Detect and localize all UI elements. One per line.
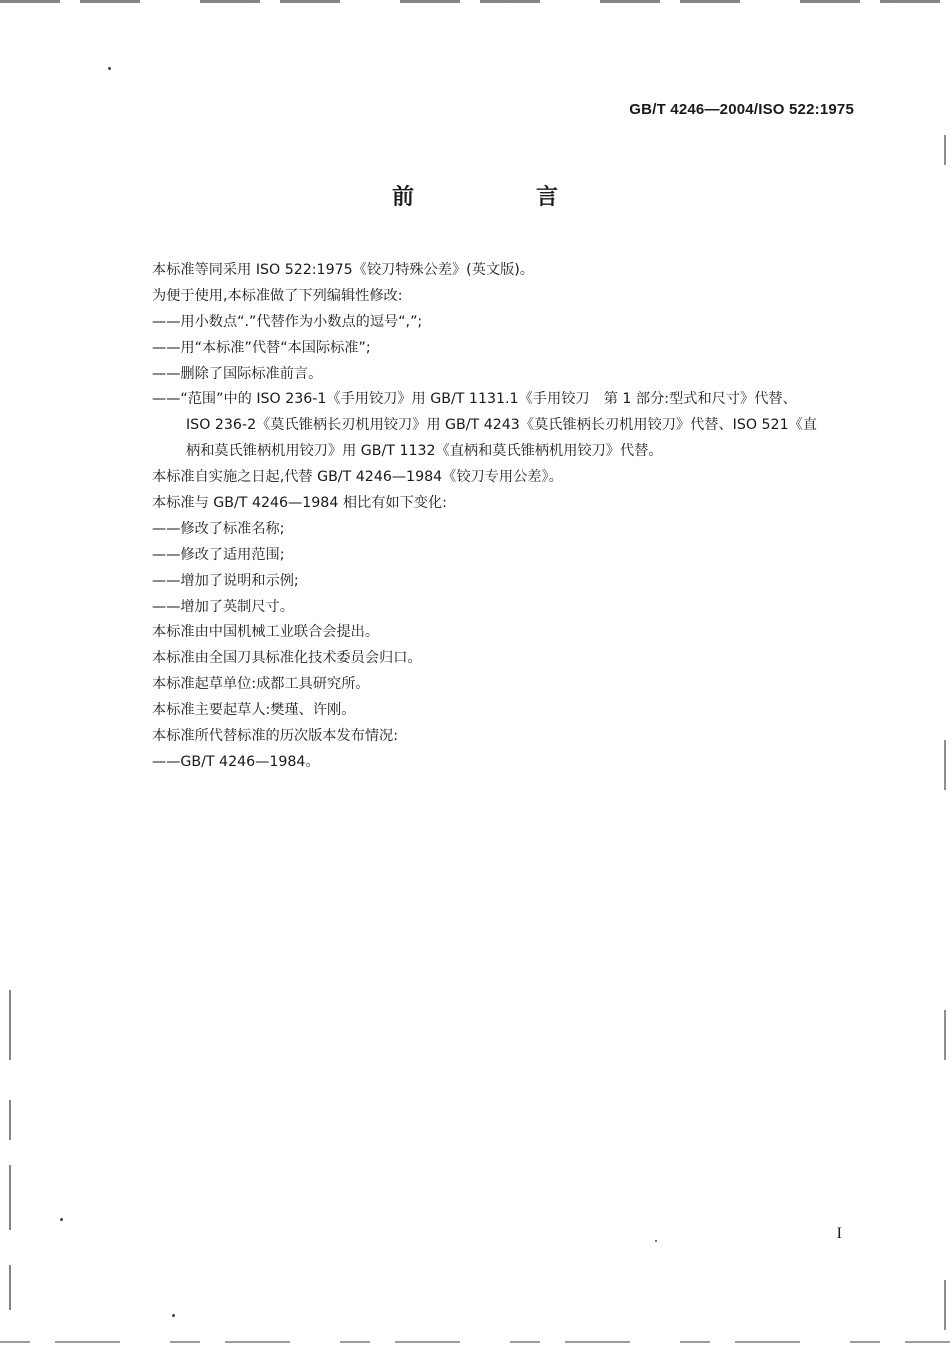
scan-mark-right xyxy=(944,135,946,165)
text-line: ——增加了说明和示例; xyxy=(152,572,299,589)
text-line: 本标准由全国刀具标准化技术委员会归口。 xyxy=(152,650,422,667)
page-title: 前 言 xyxy=(391,185,608,210)
scan-speck xyxy=(60,1218,63,1221)
scan-mark-right xyxy=(944,1280,946,1330)
text-line: 本标准自实施之日起,代替 GB/T 4246—1984《铰刀专用公差》。 xyxy=(152,469,563,486)
scan-speck xyxy=(655,1240,657,1242)
text-line: ——修改了适用范围; xyxy=(152,546,285,563)
page-number: I xyxy=(836,1225,842,1242)
text-line: 本标准起草单位:成都工具研究所。 xyxy=(152,676,370,693)
text-line: 柄和莫氏锥柄机用铰刀》用 GB/T 1132《直柄和莫氏锥柄机用铰刀》代替。 xyxy=(186,443,663,460)
scan-edge-bottom xyxy=(0,1341,950,1343)
scan-mark-right xyxy=(944,740,946,790)
scan-mark-left xyxy=(9,1100,11,1140)
text-line: 本标准与 GB/T 4246—1984 相比有如下变化: xyxy=(152,495,447,512)
scan-speck xyxy=(108,67,111,70)
text-line: ISO 236-2《莫氏锥柄长刃机用铰刀》用 GB/T 4243《莫氏锥柄长刃机用铰刀》代替、ISO 521《直 xyxy=(186,417,817,434)
text-line: 本标准所代替标准的历次版本发布情况: xyxy=(152,728,398,745)
text-line: ——修改了标准名称; xyxy=(152,520,285,537)
text-line: 本标准由中国机械工业联合会提出。 xyxy=(152,624,380,641)
text-line: 本标准等同采用 ISO 522:1975《铰刀特殊公差》(英文版)。 xyxy=(152,262,534,278)
text-line: ——增加了英制尺寸。 xyxy=(152,598,294,615)
standard-code-header: GB/T 4246—2004/ISO 522:1975 xyxy=(629,101,854,118)
text-line: 本标准主要起草人:樊瑾、许刚。 xyxy=(152,702,356,719)
scan-edge-top xyxy=(0,0,950,3)
scan-mark-left xyxy=(9,1165,11,1230)
scan-mark-left xyxy=(9,990,11,1060)
foreword-body xyxy=(152,258,857,776)
text-line: ——用“本标准”代替“本国际标准”; xyxy=(152,339,371,356)
scan-mark-right xyxy=(944,1010,946,1060)
scan-speck xyxy=(172,1314,175,1317)
text-line: ——用小数点“.”代替作为小数点的逗号“,”; xyxy=(152,313,423,330)
text-line: ——删除了国际标准前言。 xyxy=(152,365,323,382)
text-line: 为便于使用,本标准做了下列编辑性修改: xyxy=(152,287,403,304)
text-line: ——“范围”中的 ISO 236-1《手用铰刀》用 GB/T 1131.1《手用铰刀 第 1 部分:型式和尺寸》代替、 xyxy=(152,391,797,408)
scan-mark-left xyxy=(9,1265,11,1310)
text-line: ——GB/T 4246—1984。 xyxy=(152,753,320,770)
